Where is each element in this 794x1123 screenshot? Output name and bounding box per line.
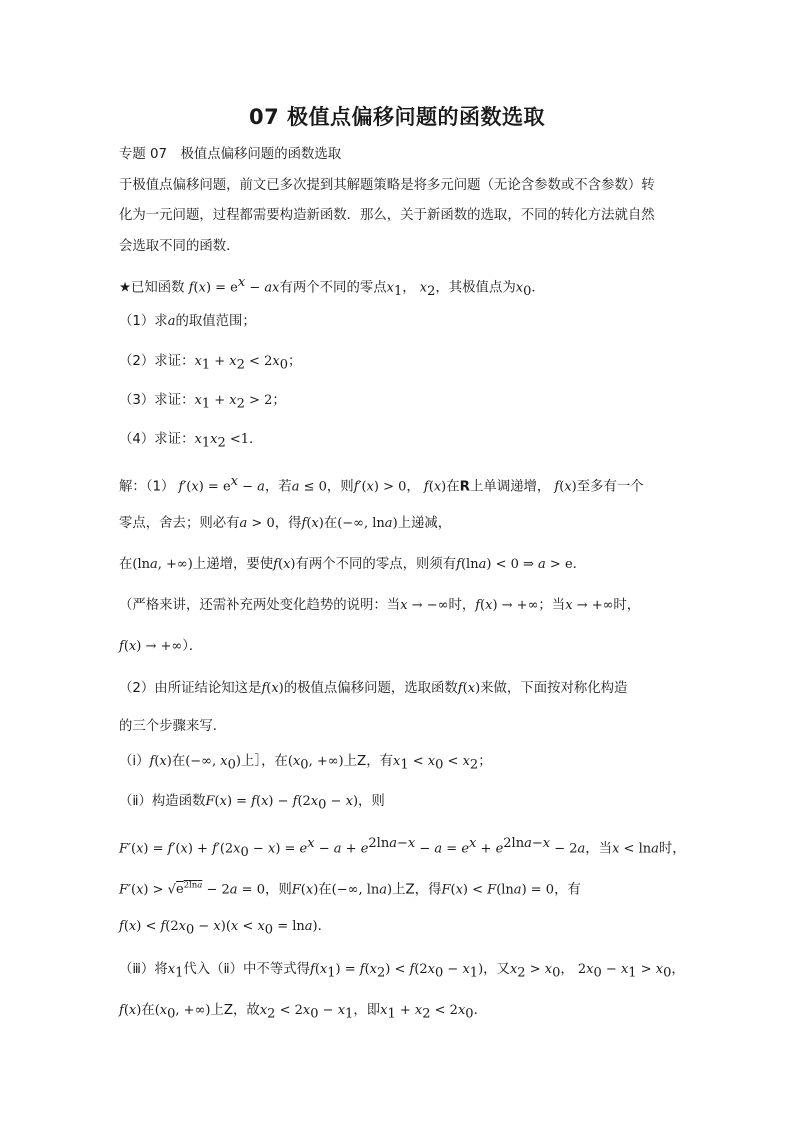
question-2: （2）求证：$x_1 + x_2 < 2x_0$； xyxy=(119,354,302,373)
solution-line-8: （ⅰ）f(x)在(−∞, $x_0$)上］，在($x_0$, +∞)上Z，有$x_1 < x_0 < x_2$； xyxy=(119,754,492,773)
solution-line-14: f(x)在($x_0$, +∞)上Z，故$x_2 < 2x_0 - x_1$，即$x_1 + x_2 < 2x_0$． xyxy=(119,1003,487,1022)
solution-line-1: 解：（1） $f'(x) = e^x - a$，若a ≤ 0，则f′(x) > 0， f(x)在R上单调递增， f(x)至多有一个 xyxy=(119,474,644,495)
question-3: （3）求证：$x_1 + x_2 > 2$； xyxy=(119,393,286,412)
solution-line-5: f(x) → +∞）． xyxy=(119,639,203,654)
solution-line-7: 的三个步骤来写． xyxy=(119,719,227,734)
problem-statement: ★已知函数 $f(x) = e^x$ − ax有两个不同的零点$x_1$， $x_2$，其极值点为$x_0$． xyxy=(119,275,545,300)
solution-line-2: 零点，舍去；则必有a > 0，得f(x)在(−∞, lna)上递减， xyxy=(119,516,452,531)
question-1: （1）求a的取值范围； xyxy=(119,314,256,329)
intro-line-2: 化为一元问题，过程都需要构造新函数．那么，关于新函数的选取，不同的转化方法就自然 xyxy=(119,208,655,223)
solution-line-13: （ⅲ）将$x_1$代入（ⅱ）中不等式得$f(x_1) = f(x_2) < f(2x_0 - x_1)$，又$x_2 > x_0$， $2x_0 - x_1 > x_0$， xyxy=(119,962,685,981)
solution-line-12: $f(x) < f(2x_0 - x)(x < x_0 = \ln a)$． xyxy=(119,919,331,938)
solution-line-9: （ⅱ）构造函数$F(x) = f(x) - f(2x_0 - x)$，则 xyxy=(119,794,385,813)
solution-line-6: （2）由所证结论知这是f(x)的极值点偏移问题，选取函数f(x)来做，下面按对称化构造 xyxy=(119,681,628,696)
solution-line-10: $F'(x) = f'(x) + f'(2x_0 - x) = e^x - a + e^{2lna-x} - a = e^x + e^{2lna-x} - 2a$，当x < lna时， xyxy=(119,836,686,861)
question-4: （4）求证：$x_1x_2 <1$． xyxy=(119,432,263,451)
intro-line-1: 于极值点偏移问题，前文已多次提到其解题策略是将多元问题（无论含参数或不含参数）转 xyxy=(119,178,655,193)
subtitle: 专题 07 极值点偏移问题的函数选取 xyxy=(119,147,342,162)
solution-line-4: （严格来讲，还需补充两处变化趋势的说明：当x → −∞时，f(x) → +∞；当x → +∞时， xyxy=(119,598,641,613)
page-title: 07 极值点偏移问题的函数选取 xyxy=(248,105,546,129)
intro-line-3: 会选取不同的函数． xyxy=(119,239,240,254)
solution-line-3: 在(lna, +∞)上递增，要使f(x)有两个不同的零点，则须有f(lna) < 0 ⇒ a > e． xyxy=(119,557,587,572)
solution-line-11: $F'(x) > √e^{2lna} - 2a = 0$，则F(x)在(−∞, lna)上Z，得F(x) < F(lna) = 0，有 xyxy=(119,881,581,898)
